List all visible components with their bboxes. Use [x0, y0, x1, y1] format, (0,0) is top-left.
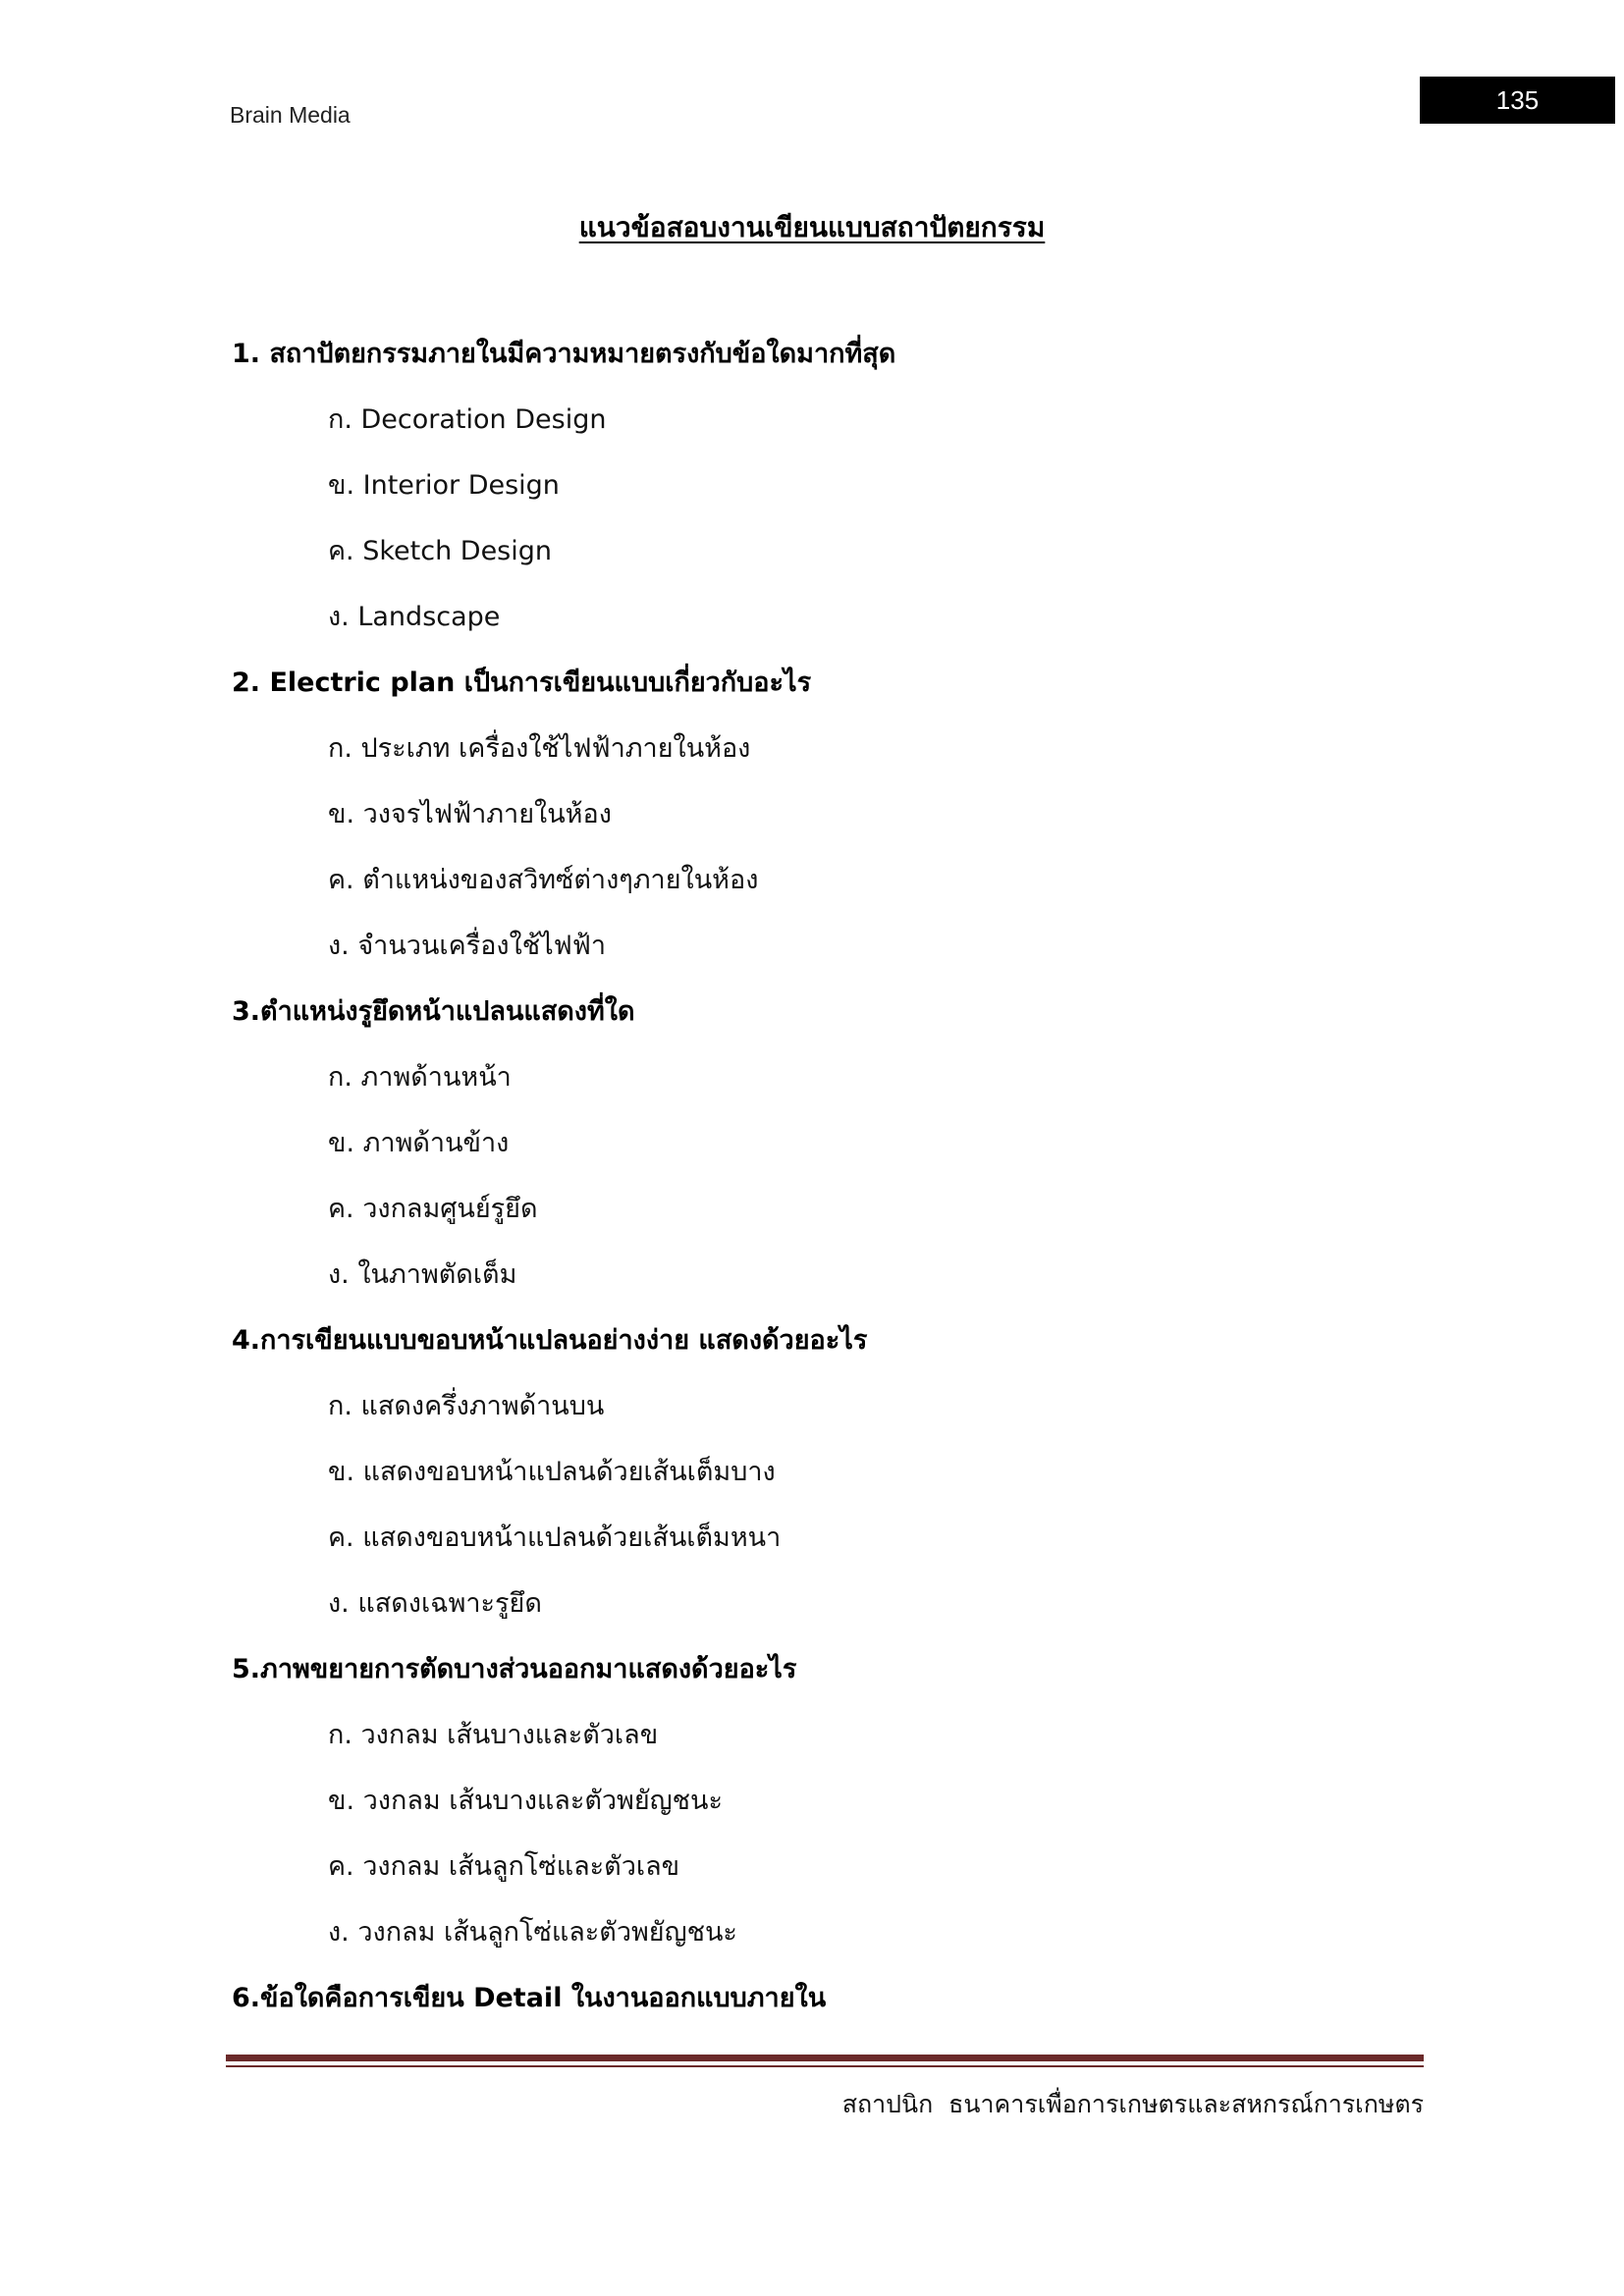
answer-option: ก. ภาพด้านหน้า — [328, 1062, 512, 1093]
question-text: 1. สถาปัตยกรรมภายในมีความหมายตรงกับข้อใดมากที่สุด — [232, 339, 896, 369]
footer-divider-thick — [226, 2055, 1424, 2061]
question-1 — [232, 330, 1430, 659]
answer-option: ก. ประเภท เครื่องใช้ไฟฟ้าภายในห้อง — [328, 733, 751, 764]
question-3 — [232, 988, 1430, 1316]
footer-divider-thin — [226, 2065, 1424, 2067]
question-text: 4.การเขียนแบบขอบหน้าแปลนอย่างง่าย แสดงด้วยอะไร — [232, 1325, 868, 1356]
answer-option: ข. วงกลม เส้นบางและตัวพยัญชนะ — [328, 1786, 723, 1816]
question-text: 2. Electric plan เป็นการเขียนแบบเกี่ยวกับอะไร — [232, 667, 812, 698]
question-list — [232, 330, 1430, 2040]
question-5 — [232, 1645, 1430, 1974]
answer-option: ก. Decoration Design — [328, 404, 607, 435]
answer-option: ข. วงจรไฟฟ้าภายในห้อง — [328, 799, 612, 829]
answer-option: ง. ในภาพตัดเต็ม — [328, 1259, 517, 1290]
question-2 — [232, 659, 1430, 988]
answer-option: ง. แสดงเฉพาะรูยึด — [328, 1588, 542, 1619]
answer-option: ค. วงกลม เส้นลูกโซ่และตัวเลข — [328, 1851, 680, 1882]
question-4 — [232, 1316, 1430, 1645]
answer-option: ก. วงกลม เส้นบางและตัวเลข — [328, 1720, 659, 1750]
answer-option: ง. Landscape — [328, 602, 501, 632]
answer-option: ค. Sketch Design — [328, 536, 552, 566]
document-title: แนวข้อสอบงานเขียนแบบสถาปัตยกรรม — [578, 211, 1046, 243]
answer-option: ก. แสดงครึ่งภาพด้านบน — [328, 1391, 605, 1421]
answer-option: ข. ภาพด้านข้าง — [328, 1128, 510, 1158]
footer-text: สถาปนิก ธนาคารเพื่อการเกษตรและสหกรณ์การเกษตร — [841, 2090, 1424, 2118]
question-6 — [232, 1974, 1430, 2040]
answer-option: ข. Interior Design — [328, 470, 560, 501]
answer-option: ค. แสดงขอบหน้าแปลนด้วยเส้นเต็มหนา — [328, 1522, 782, 1553]
answer-option: ค. วงกลมศูนย์รูยึด — [328, 1194, 538, 1224]
question-text: 5.ภาพขยายการตัดบางส่วนออกมาแสดงด้วยอะไร — [232, 1654, 797, 1684]
page-number-badge: 135 — [1420, 77, 1615, 124]
question-text: 6.ข้อใดคือการเขียน Detail ในงานออกแบบภายใน — [232, 1983, 827, 2013]
answer-option: ค. ตำแหน่งของสวิทซ์ต่างๆภายในห้อง — [328, 865, 759, 895]
question-text: 3.ตำแหน่งรูยึดหน้าแปลนแสดงที่ใด — [232, 996, 635, 1027]
answer-option: ง. จำนวนเครื่องใช้ไฟฟ้า — [328, 931, 607, 961]
answer-option: ข. แสดงขอบหน้าแปลนด้วยเส้นเต็มบาง — [328, 1457, 776, 1487]
answer-option: ง. วงกลม เส้นลูกโซ่และตัวพยัญชนะ — [328, 1917, 737, 1948]
header-brand: Brain Media — [230, 102, 351, 128]
